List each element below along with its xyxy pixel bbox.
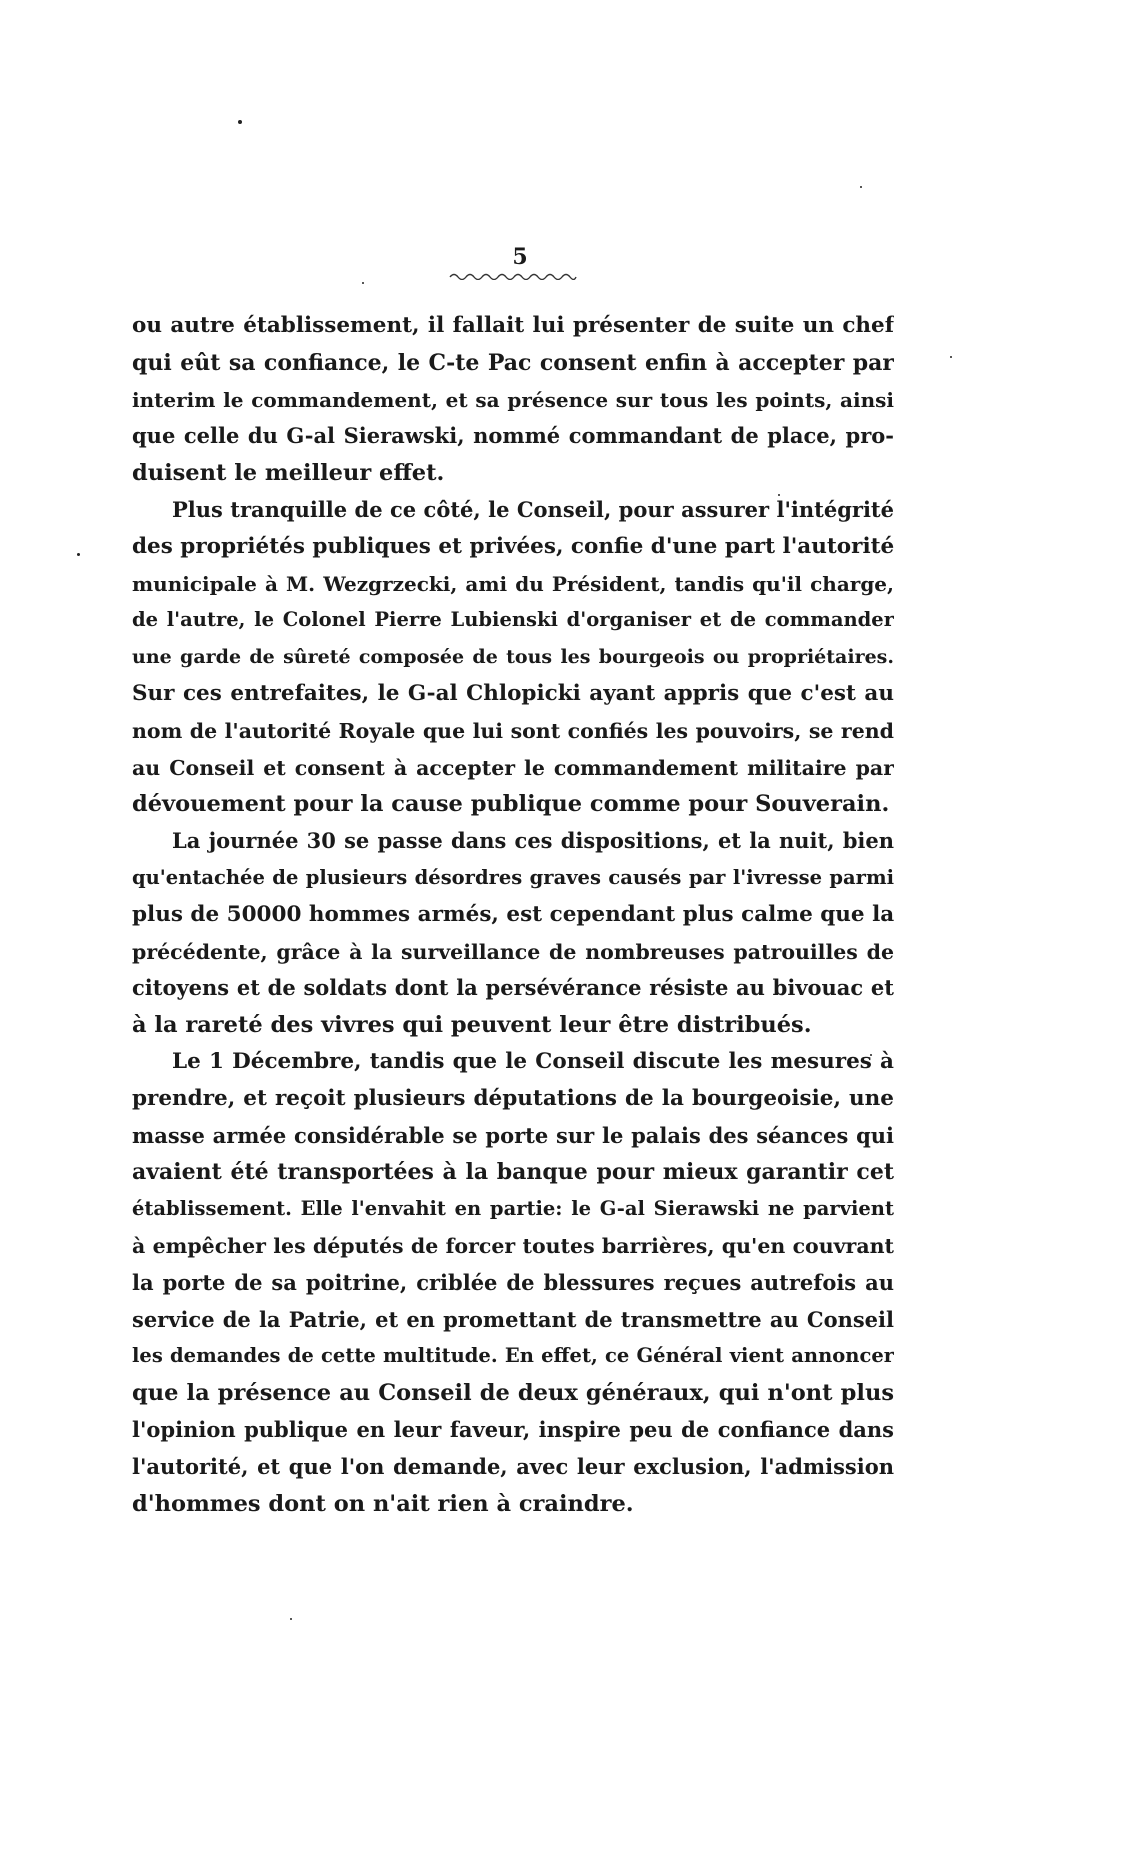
- scan-speck: [238, 120, 242, 124]
- paragraph: [132, 823, 894, 1044]
- text-line: citoyens et de soldats dont la persévérance résiste au bivouac et: [132, 975, 894, 1001]
- wavy-rule-ornament: [448, 270, 578, 280]
- text-line: des propriétés publiques et privées, confie d'une part l'autorité: [132, 533, 894, 559]
- body-text: [132, 308, 894, 1522]
- scan-speck: [860, 186, 862, 188]
- text-line: précédente, grâce à la surveillance de nombreuses patrouilles de: [132, 939, 894, 964]
- text-line: plus de 50000 hommes armés, est cependant plus calme que la: [132, 901, 894, 927]
- text-line: duisent le meilleur effet.: [132, 460, 445, 487]
- text-line: que la présence au Conseil de deux généraux, qui n'ont plus: [132, 1380, 894, 1407]
- text-line: établissement. Elle l'envahit en partie: le G-al Sierawski ne parvient: [132, 1197, 894, 1221]
- text-line: dévouement pour la cause publique comme pour Souverain.: [132, 791, 890, 818]
- paragraph: [132, 1044, 894, 1522]
- text-line: les demandes de cette multitude. En effet, ce Général vient annoncer: [132, 1344, 894, 1368]
- text-line: la porte de sa poitrine, criblée de blessures reçues autrefois au: [132, 1269, 894, 1295]
- text-line: une garde de sûreté composée de tous les bourgeois ou propriétaires.: [132, 646, 894, 669]
- text-line: Le 1 Décembre, tandis que le Conseil discute les mesures à: [172, 1048, 894, 1074]
- text-line: d'hommes dont on n'ait rien à craindre.: [132, 1490, 634, 1517]
- scan-speck: [77, 553, 80, 556]
- text-line: Plus tranquille de ce côté, le Conseil, pour assurer l'intégrité: [172, 496, 894, 522]
- text-line: Sur ces entrefaites, le G-al Chlopicki ayant appris que c'est au: [132, 680, 894, 706]
- text-line: interim le commandement, et sa présence sur tous les points, ainsi: [132, 387, 894, 412]
- text-line: masse armée considérable se porte sur le palais des séances qui: [132, 1122, 894, 1148]
- text-line: avaient été transportées à la banque pour mieux garantir cet: [132, 1159, 894, 1186]
- text-line: de l'autre, le Colonel Pierre Lubienski d'organiser et de commander: [132, 608, 894, 632]
- text-line: prendre, et reçoit plusieurs députations de la bourgeoisie, une: [132, 1085, 894, 1111]
- scan-speck: [362, 282, 364, 284]
- scan-speck: [950, 356, 952, 358]
- text-line: ou autre établissement, il fallait lui présenter de suite un chef: [132, 313, 894, 338]
- text-line: qui eût sa confiance, le C-te Pac consent enfin à accepter par: [132, 349, 894, 376]
- page-number: 5: [512, 244, 528, 270]
- text-line: municipale à M. Wezgrzecki, ami du Président, tandis qu'il charge,: [132, 571, 894, 596]
- paragraph: [132, 308, 894, 492]
- text-line: l'opinion publique en leur faveur, inspire peu de confiance dans: [132, 1416, 894, 1442]
- text-line: l'autorité, et que l'on demande, avec leur exclusion, l'admission: [132, 1453, 894, 1479]
- text-line: à empêcher les députés de forcer toutes barrières, qu'en couvrant: [132, 1233, 894, 1258]
- scan-speck: [290, 1618, 292, 1620]
- text-line: au Conseil et consent à accepter le commandement militaire par: [132, 755, 894, 780]
- text-line: que celle du G-al Sierawski, nommé commandant de place, pro-: [132, 423, 894, 449]
- text-line: service de la Patrie, et en promettant de transmettre au Conseil: [132, 1306, 894, 1332]
- text-line: La journée 30 se passe dans ces dispositions, et la nuit, bien: [172, 828, 894, 854]
- text-line: à la rareté des vivres qui peuvent leur être distribués.: [132, 1012, 812, 1039]
- text-line: nom de l'autorité Royale que lui sont confiés les pouvoirs, se rend: [132, 718, 894, 743]
- paragraph: [132, 492, 894, 823]
- text-line: qu'entachée de plusieurs désordres graves causés par l'ivresse parmi: [132, 865, 894, 889]
